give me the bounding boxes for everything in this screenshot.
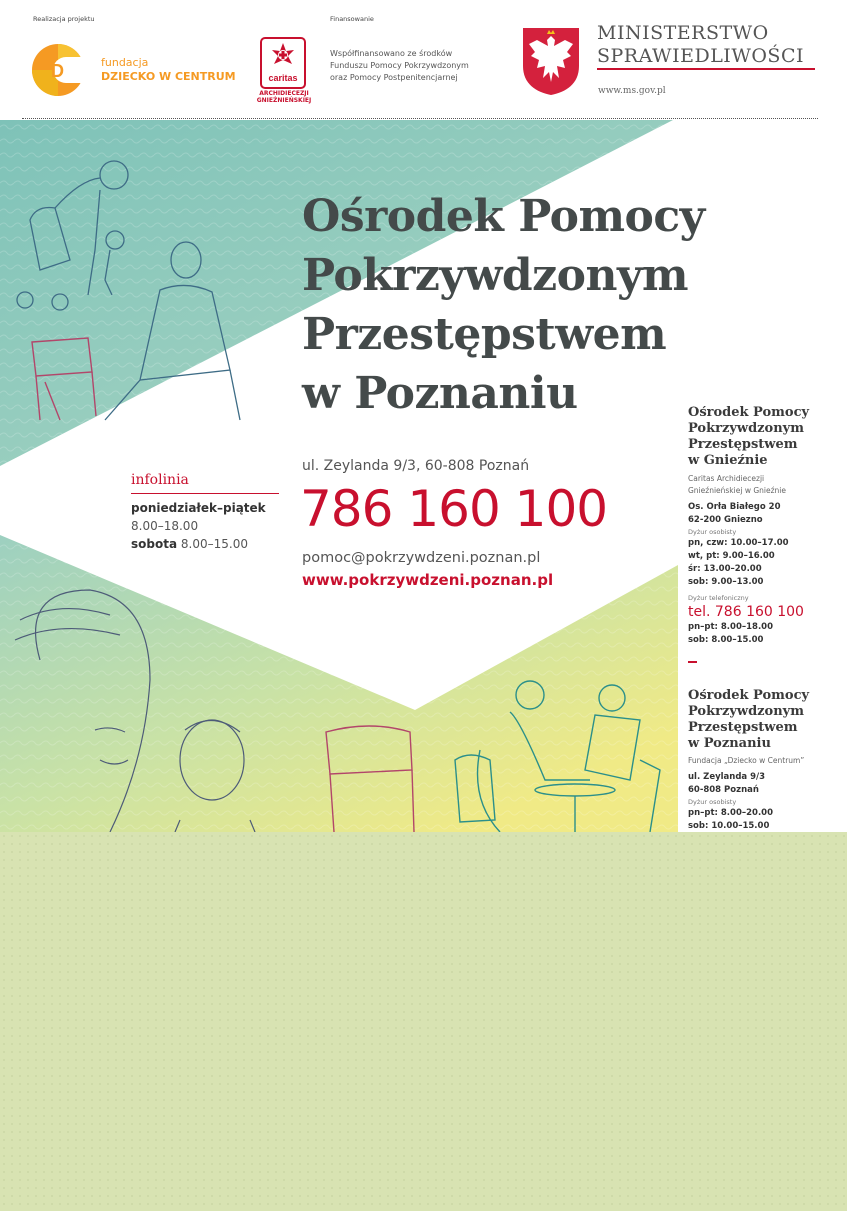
gniezno-phone[interactable]: tel. 786 160 100 [688,604,804,620]
caritas-logo-icon [259,37,307,89]
poznan-title-line: Przestępstwem [688,720,798,735]
gniezno-org: Caritas Archidiecezji [688,474,765,483]
website-link[interactable]: www.pokrzywdzeni.poznan.pl [302,571,554,589]
bottom-blank-area [0,832,847,1211]
gniezno-duty-hours: sob: 9.00–13.00 [688,577,764,587]
finansowanie-label: Finansowanie [330,15,374,23]
gniezno-phone-hours: sob: 8.00–15.00 [688,635,764,645]
gniezno-office [688,405,847,679]
ministry-line1: MINISTERSTWO [597,22,769,44]
infolinia-label: infolinia [131,472,189,488]
poznan-address: 60-808 Poznań [688,785,759,795]
gniezno-duty-label: Dyżur osobisty [688,528,737,536]
gniezno-duty-hours: pn, czw: 10.00–17.00 [688,538,789,548]
gniezno-phone-hours: pn–pt: 8.00–18.00 [688,622,773,632]
poznan-duty-label: Dyżur osobisty [688,798,737,806]
ministry-rule [597,68,815,70]
svg-text:D: D [51,61,64,81]
poznan-duty-hours: pn–pt: 8.00–20.00 [688,808,773,818]
caritas-sub1: ARCHIDIECEZJI [259,90,309,97]
main-title [302,187,705,423]
main-title-line: Przestępstwem [302,309,667,360]
fundacja-line1: fundacja [101,56,149,69]
infolinia-days: poniedziałek–piątek [131,501,266,515]
main-title-line: Ośrodek Pomocy [302,191,705,242]
gniezno-title-line: Pokrzywdzonym [688,421,804,436]
gniezno-org: Gnieźnieńskiej w Gnieźnie [688,486,786,495]
gniezno-title-line: Ośrodek Pomocy [688,405,810,420]
right-column [678,398,847,832]
fundacja-logo-icon [30,42,86,98]
gniezno-duty-hours: śr: 13.00–20.00 [688,564,762,574]
gniezno-duty-hours: wt, pt: 9.00–16.00 [688,551,775,561]
fundacja-name [101,56,236,84]
saturday-hours: 8.00–15.00 [180,537,248,551]
poznan-org: Fundacja „Dziecko w Centrum” [688,756,805,765]
fundacja-line2: DZIECKO W CENTRUM [101,70,236,83]
address: ul. Zeylanda 9/3, 60-808 Poznań [302,458,530,474]
infolinia-saturday [131,537,248,551]
gniezno-phone-label: Dyżur telefoniczny [688,594,749,602]
infolinia-hours: 8.00–18.00 [131,519,199,533]
gniezno-address: Os. Orła Białego 20 [688,502,781,512]
financing-line: Funduszu Pomocy Pokrzywdzonym [330,61,469,70]
gniezno-address: 62-200 Gniezno [688,515,763,525]
realizacja-label: Realizacja projektu [33,15,95,23]
poznan-title-line: Pokrzywdzonym [688,704,804,719]
poznan-title-line: Ośrodek Pomocy [688,688,810,703]
financing-text [330,48,469,84]
poznan-title-line: w Poznaniu [688,736,771,751]
ministry-line2: SPRAWIEDLIWOŚCI [597,45,804,67]
infolinia-rule [131,493,279,494]
email-link[interactable]: pomoc@pokrzywdzeni.poznan.pl [302,550,541,566]
gniezno-title-line: Przestępstwem [688,437,798,452]
financing-line: Współfinansowano ze środków [330,49,453,58]
caritas-sub2: GNIEŹNIEŃSKIEJ [256,97,312,104]
header-divider [22,118,818,119]
phone-number[interactable]: 786 160 100 [300,480,608,538]
main-title-line: w Poznaniu [302,368,578,419]
financing-line: oraz Pomocy Postpenitencjarnej [330,73,458,82]
poznan-office [688,688,847,832]
gniezno-title-line: w Gnieźnie [688,453,768,468]
poznan-duty-hours: sob: 10.00–15.00 [688,821,770,831]
section-dash [688,661,697,663]
polish-eagle-emblem-icon [521,26,581,96]
caritas-subtitle [256,90,312,104]
poznan-address: ul. Zeylanda 9/3 [688,772,766,782]
poznan-title [688,688,847,752]
ministry-url[interactable]: www.ms.gov.pl [598,86,666,96]
saturday-label: sobota [131,537,178,551]
main-title-line: Pokrzywdzonym [302,250,689,301]
caritas-name: caritas [268,73,298,83]
gniezno-title [688,405,847,469]
ministry-name [597,22,804,68]
